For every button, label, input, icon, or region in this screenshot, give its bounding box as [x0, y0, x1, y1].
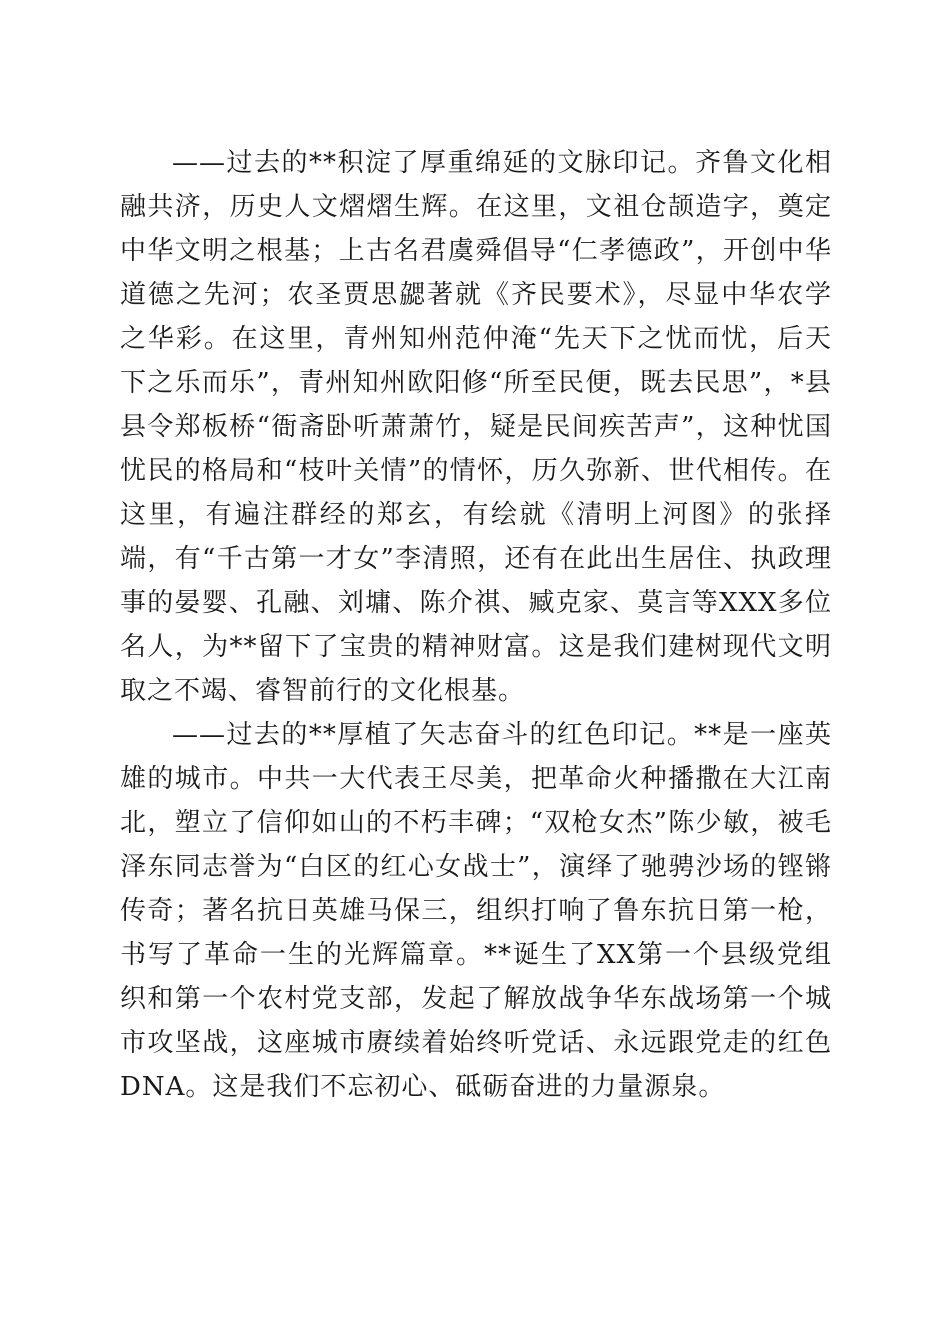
document-body	[120, 141, 832, 1109]
paragraph-red-heritage: ——过去的**厚植了矢志奋斗的红色印记。**是一座英雄的城市。中共一大代表王尽美，把革命火种播撒在大江南北，塑立了信仰如山的不朽丰碑；“双枪女杰”陈少敏，被毛泽东同志誉为“白区的红心女战士”，演绎了驰骋沙场的铿锵传奇；著名抗日英雄马保三，组织打响了鲁东抗日第一枪，书写了革命一生的光辉篇章。**诞生了XX第一个县级党组织和第一个农村党支部，发起了解放战争华东战场第一个城市攻坚战，这座城市赓续着始终听党话、永远跟党走的红色DNA。这是我们不忘初心、砥砺奋进的力量源泉。	[120, 720, 832, 1102]
paragraph-cultural-heritage: ——过去的**积淀了厚重绵延的文脉印记。齐鲁文化相融共济，历史人文熠熠生辉。在这里，文祖仓颉造字，奠定中华文明之根基；上古名君虞舜倡导“仁孝德政”，开创中华道德之先河；农圣贾思勰著就《齐民要术》，尽显中华农学之华彩。在这里，青州知州范仲淹“先天下之忧而忧，后天下之乐而乐”，青州知州欧阳修“所至民便，既去民思”，*县县令郑板桥“衙斋卧听萧萧竹，疑是民间疾苦声”，这种忧国忧民的格局和“枝叶关情”的情怀，历久弥新、世代相传。在这里，有遍注群经的郑玄，有绘就《清明上河图》的张择端，有“千古第一才女”李清照，还有在此出生居住、执政理事的晏婴、孔融、刘墉、陈介祺、臧克家、莫言等XXX多位名人，为**留下了宝贵的精神财富。这是我们建树现代文明取之不竭、睿智前行的文化根基。	[120, 148, 832, 706]
